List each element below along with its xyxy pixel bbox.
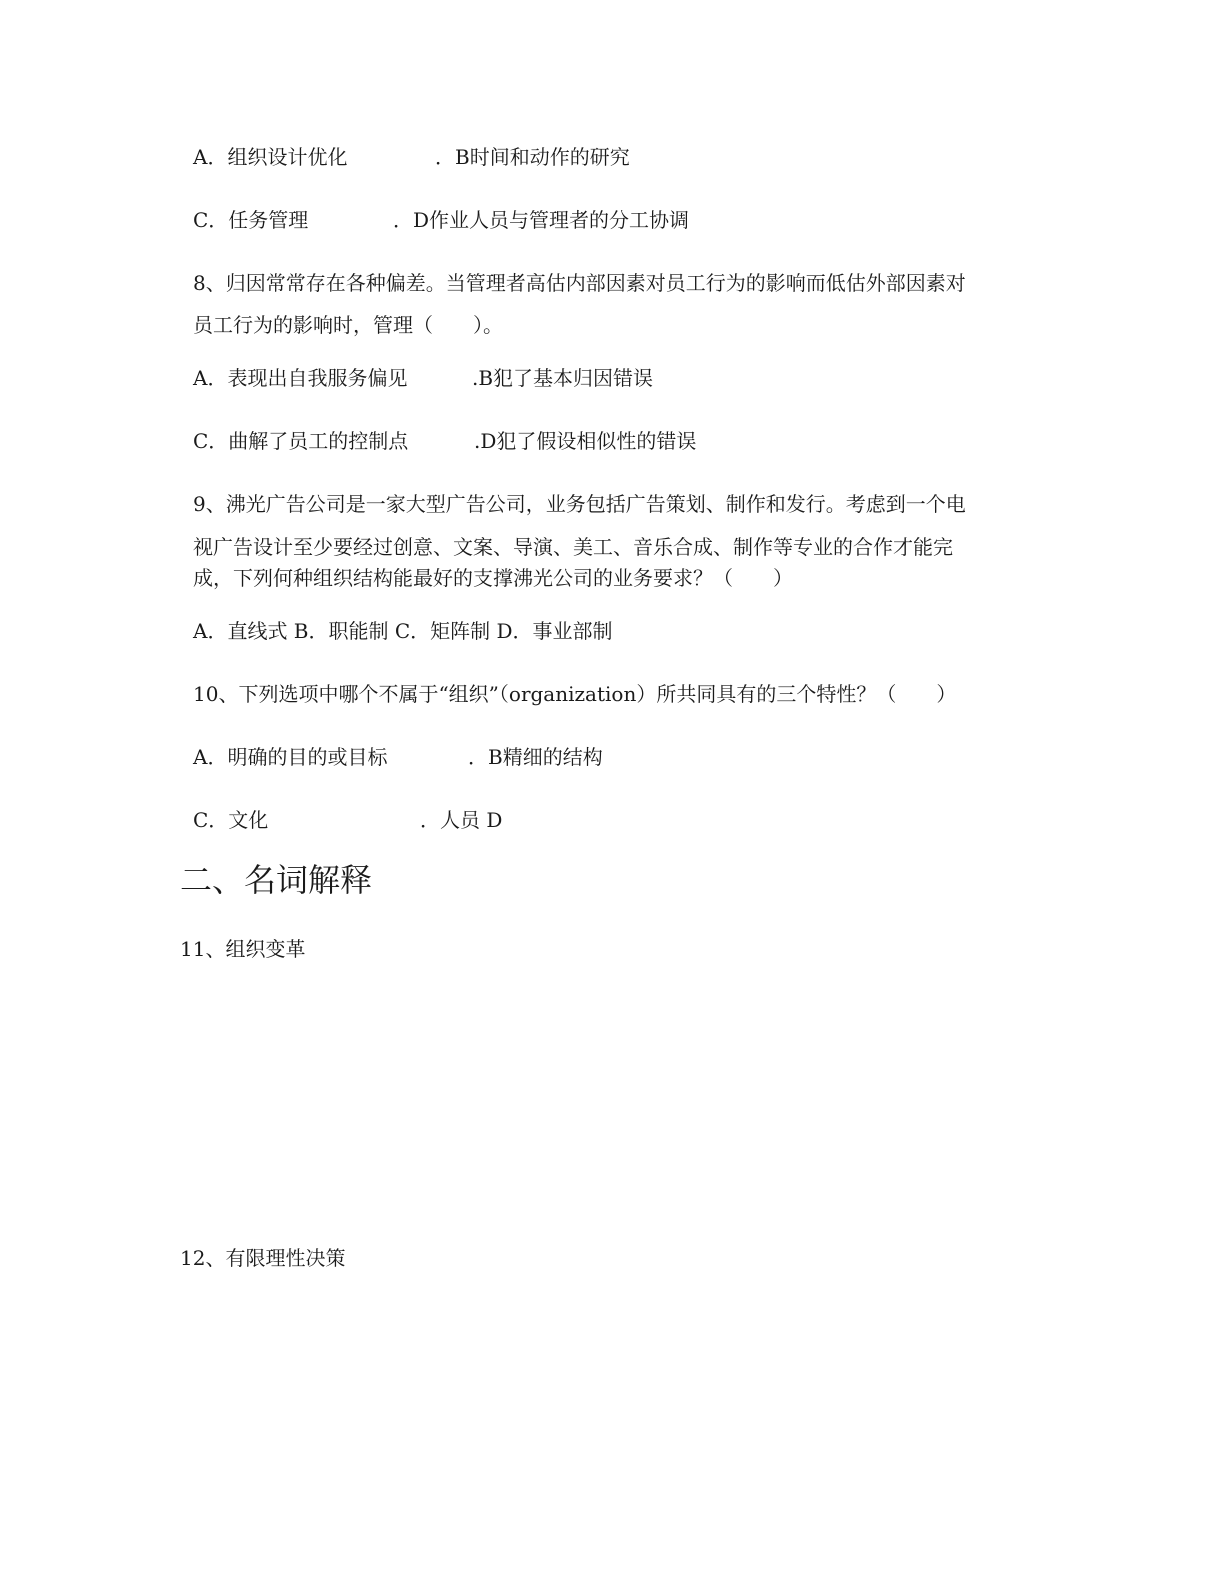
q9-stem-line-3: 成，下列何种组织结构能最好的支撑沸光公司的业务要求？（ ）: [193, 566, 793, 590]
q8-stem-line-1: 8、归因常常存在各种偏差。当管理者高估内部因素对员工行为的影响而低估外部因素对: [193, 271, 966, 295]
section-heading: 二、名词解释: [180, 861, 373, 899]
q10-option-d: ．人员 D: [420, 808, 503, 832]
q7-option-d: ．D作业人员与管理者的分工协调: [393, 208, 690, 232]
q9-stem-line-2: 视广告设计至少要经过创意、文案、导演、美工、音乐合成、制作等专业的合作才能完: [193, 535, 953, 559]
q7-option-b: ．B时间和动作的研究: [435, 145, 630, 169]
q7-option-a: A．组织设计优化: [193, 145, 348, 169]
q10-option-a: A．明确的目的或目标: [193, 745, 388, 769]
q10-stem: 10、下列选项中哪个不属于“组织”（organization）所共同具有的三个特性？（ ）: [193, 682, 957, 706]
term-12: 12、有限理性决策: [180, 1246, 346, 1270]
q9-options: A．直线式 B．职能制 C．矩阵制 D．事业部制: [193, 619, 613, 643]
q8-option-d: .D犯了假设相似性的错误: [474, 429, 697, 453]
q8-option-c: C．曲解了员工的控制点: [193, 429, 409, 453]
q10-option-c: C．文化: [193, 808, 269, 832]
q8-stem-line-2: 员工行为的影响时，管理（ ）。: [193, 313, 503, 337]
q7-option-c: C．任务管理: [193, 208, 309, 232]
q8-option-b: .B犯了基本归因错误: [472, 366, 654, 390]
q10-option-b: ．B精细的结构: [468, 745, 603, 769]
term-11: 11、组织变革: [180, 937, 306, 961]
q9-stem-line-1: 9、沸光广告公司是一家大型广告公司，业务包括广告策划、制作和发行。考虑到一个电: [193, 492, 966, 516]
q8-option-a: A．表现出自我服务偏见: [193, 366, 408, 390]
